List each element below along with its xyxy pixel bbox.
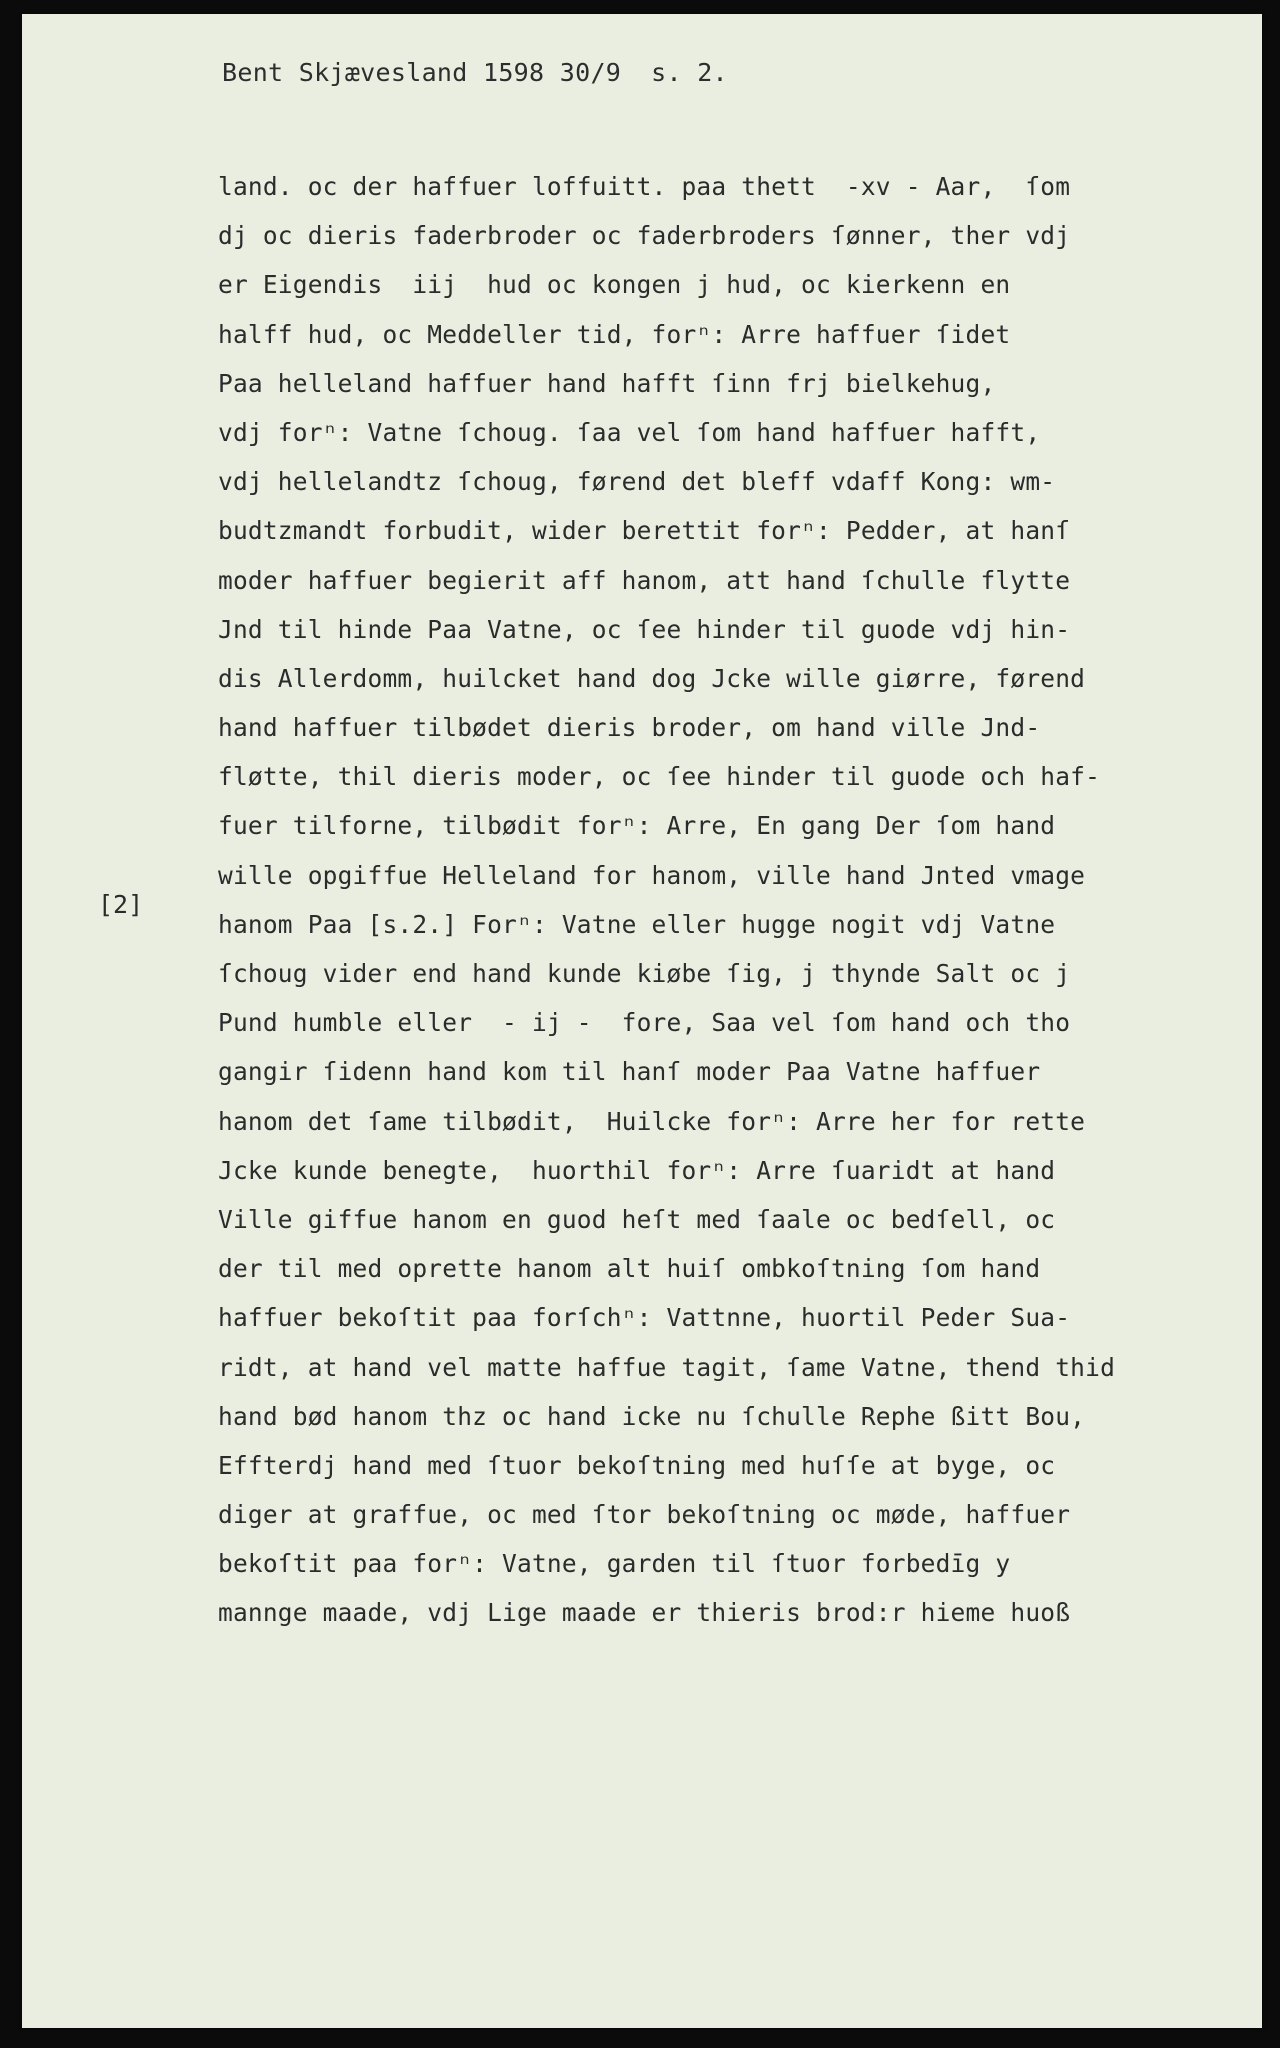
header-date: 1598 30/9 bbox=[482, 58, 622, 87]
margin-page-marker: [2] bbox=[98, 890, 144, 919]
text-line: hand haffuer tilbødet dieris broder, om hand ville Jnd- bbox=[218, 713, 1041, 743]
text-line: Paa helleland haffuer hand hafft ſinn frj bielkehug, bbox=[218, 368, 996, 398]
text-line: Effterdj hand med ſtuor bekoſtning med huſſe at byge, oc bbox=[218, 1450, 1056, 1480]
text-line: fløtte, thil dieris moder, oc ſee hinder til guode och haf- bbox=[218, 762, 1101, 792]
document-page bbox=[22, 14, 1262, 2028]
text-line: land. oc der haffuer loffuitt. paa thett -xv - Aar, ſom bbox=[218, 172, 1071, 201]
text-line: hanom det ſame tilbødit, Huilcke forⁿ: Arre her for rette bbox=[218, 1106, 1086, 1136]
text-line: er Eigendis iij hud oc kongen j hud, oc kierkenn en bbox=[218, 270, 1011, 300]
text-line: ſchoug vider end hand kunde kiøbe ſig, j thynde Salt oc j bbox=[218, 959, 1071, 988]
text-line: vdj forⁿ: Vatne ſchoug. ſaa vel ſom hand haffuer hafft, bbox=[218, 417, 1041, 447]
text-line: der til med oprette hanom alt huiſ ombkoſtning ſom hand bbox=[218, 1254, 1041, 1284]
header-page-number: s. 2. bbox=[651, 58, 728, 87]
text-line: fuer tilforne, tilbødit forⁿ: Arre, En gang Der ſom hand bbox=[218, 811, 1056, 841]
text-line: budtzmandt forbudit, wider berettit forⁿ: Pedder, at hanſ bbox=[218, 516, 1071, 546]
text-line: moder haffuer begierit aff hanom, att hand ſchulle flytte bbox=[218, 565, 1071, 595]
text-line: ridt, at hand vel matte haffue tagit, ſame Vatne, thend thid bbox=[218, 1352, 1116, 1382]
header-name: Bent Skjævesland bbox=[222, 58, 468, 87]
text-line: hand bød hanom thz oc hand icke nu ſchulle Rephe ßitt Bou, bbox=[218, 1401, 1086, 1431]
text-line: mannge maade, vdj Lige maade er thieris brod:r hieme huoß bbox=[218, 1598, 1071, 1628]
text-line: dis Allerdomm, huilcket hand dog Jcke wille giørre, førend bbox=[218, 663, 1086, 693]
text-line: diger at graffue, oc med ſtor bekoſtning oc møde, haffuer bbox=[218, 1500, 1071, 1530]
text-line: wille opgiffue Helleland for hanom, ville hand Jnted vmage bbox=[218, 860, 1086, 890]
text-line: haffuer bekoſtit paa forſchⁿ: Vattnne, huortil Peder Sua- bbox=[218, 1303, 1071, 1333]
text-line: Jcke kunde benegte, huorthil forⁿ: Arre ſuaridt at hand bbox=[218, 1155, 1056, 1185]
page-header bbox=[222, 58, 728, 87]
text-line: halff hud, oc Meddeller tid, forⁿ: Arre haffuer ſidet bbox=[218, 319, 1011, 349]
text-line: hanom Paa [s.2.] Forⁿ: Vatne eller hugge nogit vdj Vatne bbox=[218, 909, 1056, 939]
text-line: Jnd til hinde Paa Vatne, oc ſee hinder til guode vdj hin- bbox=[218, 614, 1071, 644]
text-line: bekoſtit paa forⁿ: Vatne, garden til ſtuor forbedīg y bbox=[218, 1549, 1011, 1579]
text-line: Pund humble eller - ij - fore, Saa vel ſom hand och tho bbox=[218, 1008, 1071, 1038]
text-line: Ville giffue hanom en guod heſt med ſaale oc bedſell, oc bbox=[218, 1204, 1056, 1234]
text-line: dj oc dieris faderbroder oc faderbroders ſønner, ther vdj bbox=[218, 221, 1071, 251]
text-line: vdj hellelandtz ſchoug, førend det bleff vdaff Kong: wm- bbox=[218, 467, 1056, 497]
text-line: gangir ſidenn hand kom til hanſ moder Paa Vatne haffuer bbox=[218, 1057, 1041, 1087]
transcription-body bbox=[218, 162, 1218, 1638]
